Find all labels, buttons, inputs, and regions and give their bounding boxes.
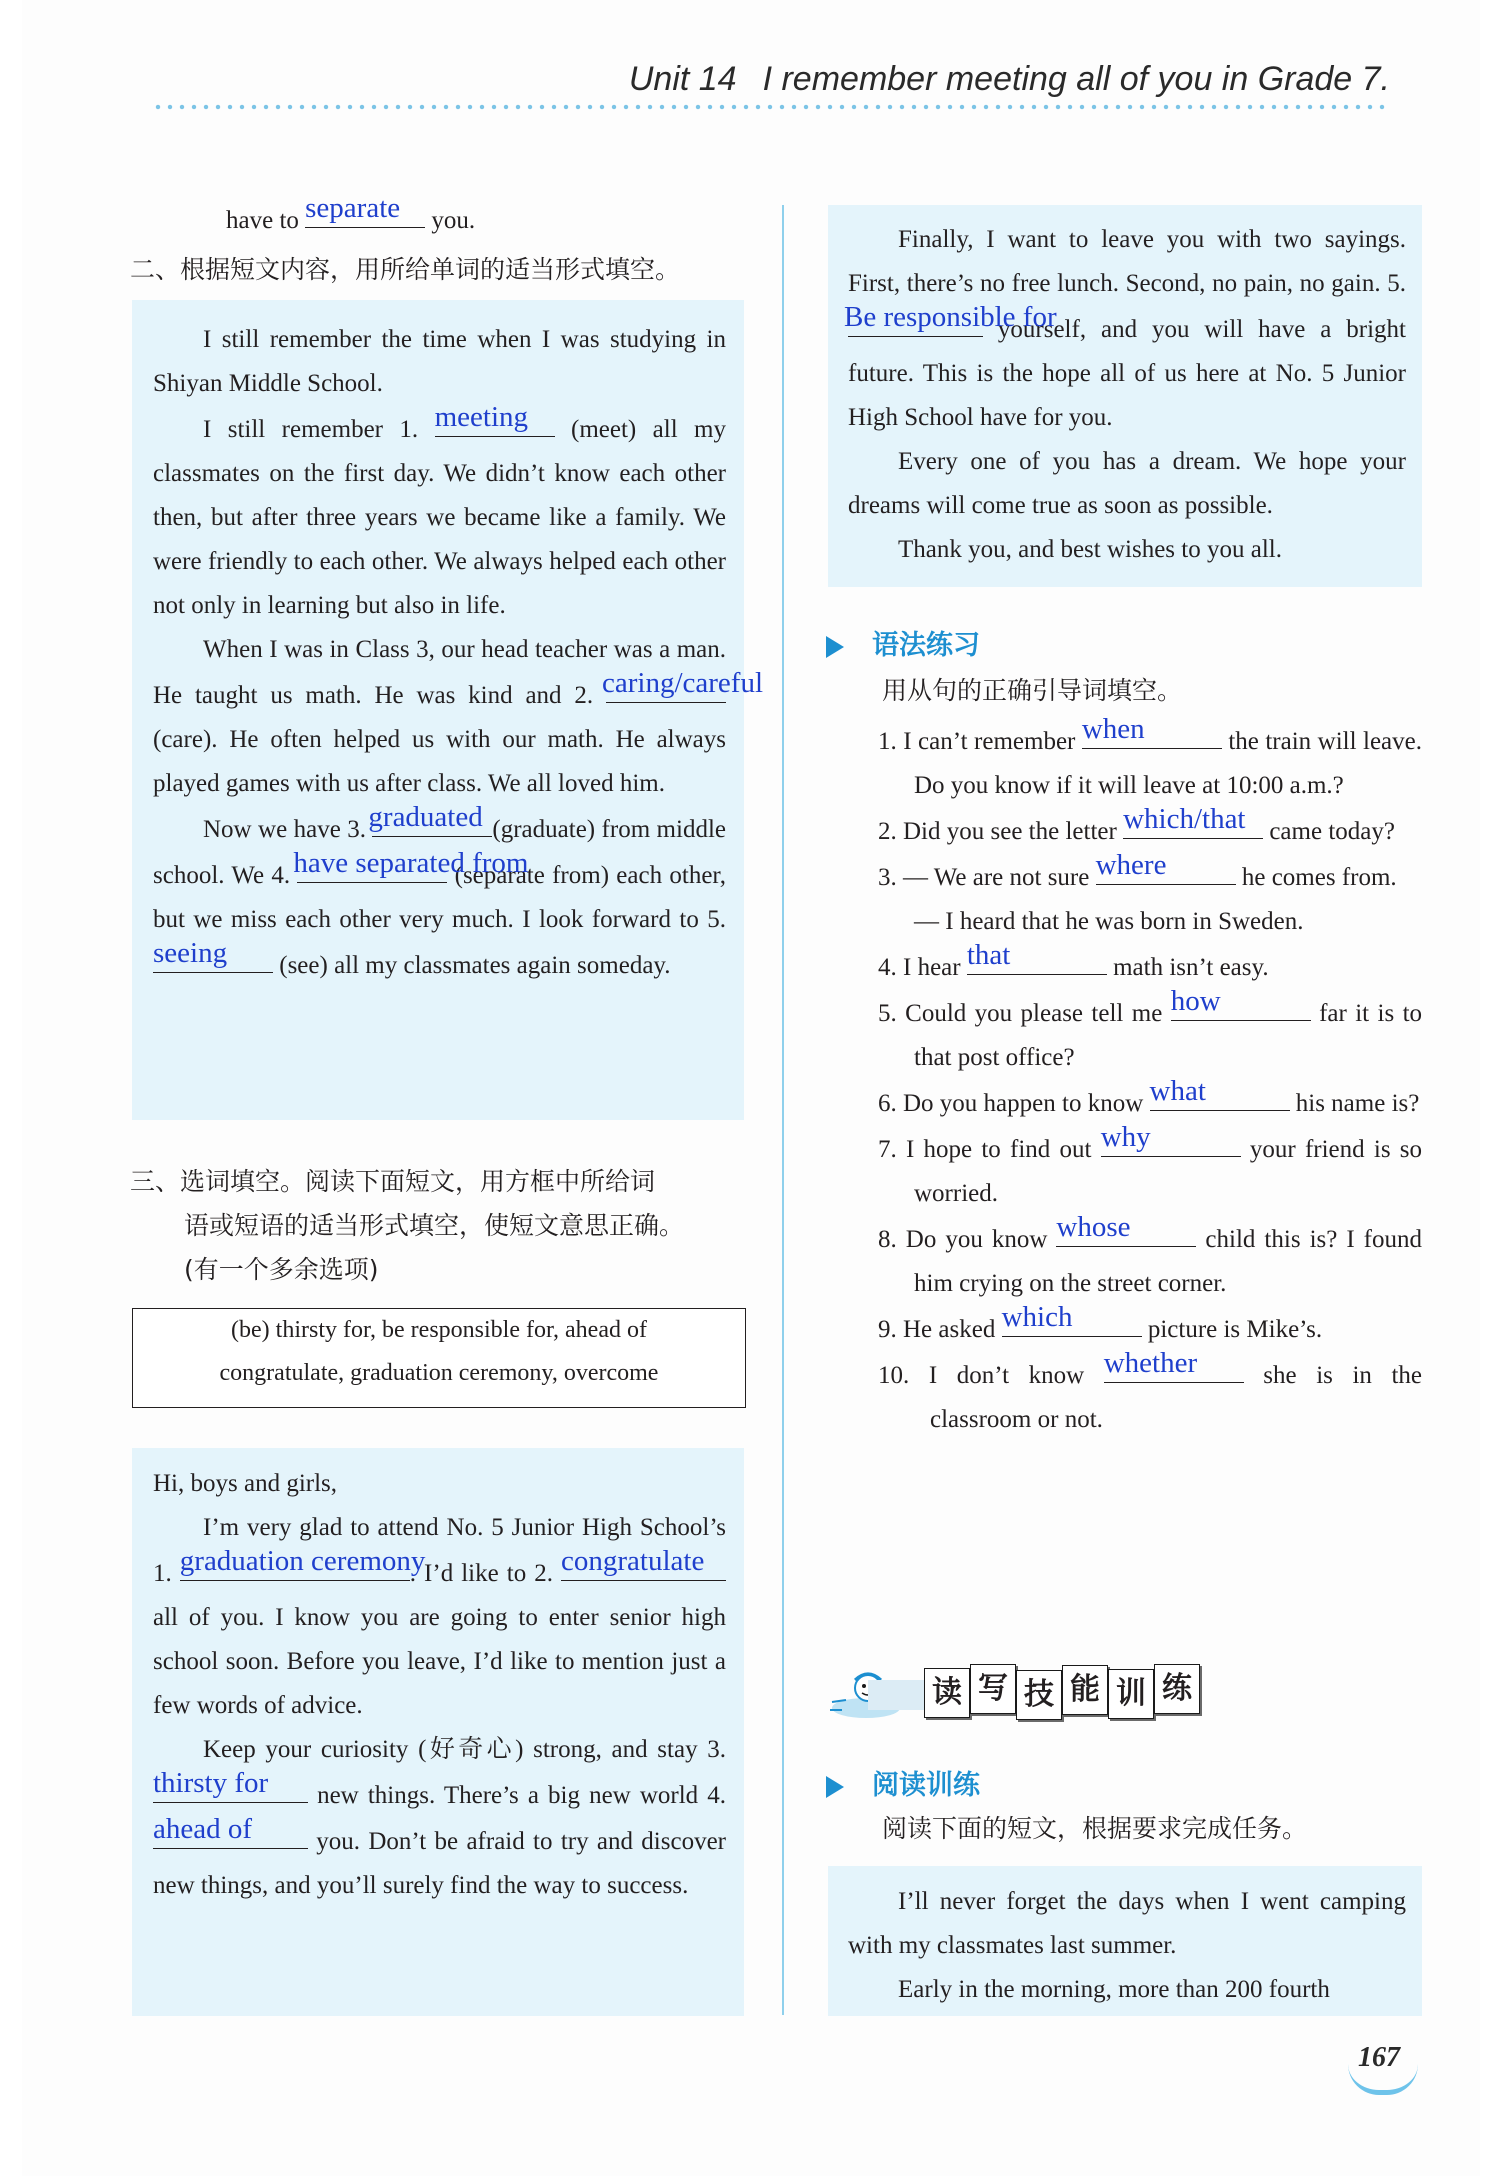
answer-blank: [1001, 1301, 1142, 1337]
text-segment: (separate from) each other, but we miss each other very much. I look forward to 5.: [153, 862, 726, 933]
text-segment: have to: [226, 207, 306, 234]
text-segment: he comes from.: [1235, 864, 1397, 891]
s3-paragraph-5: Thank you, and best wishes to you all.: [898, 536, 1282, 563]
section3-passage-left: [153, 1462, 726, 1908]
text-segment: 9.: [878, 1316, 897, 1343]
text-segment: came today?: [1263, 818, 1395, 845]
text-segment: 6.: [878, 1090, 897, 1117]
banner-char-4: 能: [1062, 1665, 1108, 1715]
text-segment: — We are not sure: [903, 864, 1096, 891]
text-segment: 3.: [878, 864, 897, 891]
text-segment: she is in the classroom or not.: [930, 1362, 1422, 1433]
s2-paragraph-3: [153, 628, 764, 806]
text-segment: 5.: [878, 1000, 897, 1027]
grammar-item-3: [878, 849, 1422, 900]
grammar-item-6: [878, 1075, 1422, 1126]
grammar-answer-2: which/that: [1123, 803, 1246, 835]
text-segment: I hear: [903, 954, 967, 981]
unit-number: Unit 14: [628, 60, 737, 98]
s2-paragraph-4: [153, 801, 726, 988]
reading-instruction: 阅读下面的短文，根据要求完成任务。: [882, 1814, 1308, 1843]
text-segment: (meet) all my classmates on the first day. We didn’t know each other then, but after three years we became like a family. We were friendly to each other. We always helped each other not only in learning but also in life.: [153, 416, 727, 619]
grammar-item-4: [878, 939, 1422, 990]
grammar-answer-9: which: [1001, 1301, 1073, 1333]
reading-heading: 阅读训练: [826, 1763, 980, 1802]
text-segment: you. Don’t be afraid to try and discover new things, and you’ll surely find the way to success.: [153, 1828, 726, 1899]
column-divider: [782, 205, 784, 2015]
text-segment: I don’t know: [928, 1362, 1104, 1389]
text-segment: When I was in Class 3, our head teacher was a man. He taught us math. He was kind and 2.: [153, 636, 726, 709]
text-segment: all of you. I know you are going to enter senior high school soon. Before you leave, I’d like to mention just a few words of advice.: [153, 1604, 726, 1719]
text-segment: I can’t remember: [903, 728, 1082, 755]
answer-blank: [1100, 1121, 1241, 1157]
banner-char-2: 写: [970, 1664, 1016, 1714]
s3-answer-3: thirsty for: [153, 1767, 269, 1799]
answer-blank: [1081, 713, 1222, 749]
s3-answer-4: ahead of: [153, 1813, 253, 1845]
word-bank-line2: congratulate, graduation ceremony, overcome: [219, 1360, 659, 1386]
section3-title-line2: 语或短语的适当形式填空，使短文意思正确。: [184, 1211, 685, 1240]
text-segment: his name is?: [1289, 1090, 1420, 1117]
section3-title-line3: (有一个多余选项): [184, 1255, 379, 1284]
blank-separate: [305, 192, 425, 228]
text-segment: Do you know: [905, 1226, 1057, 1253]
text-segment: Could you please tell me: [905, 1000, 1171, 1027]
s2-answer-3: graduated: [368, 801, 483, 833]
answer-blank: [1095, 849, 1236, 885]
unit-title: I remember meeting all of you in Grade 7.: [762, 60, 1390, 98]
text-segment: new things. There’s a big new world 4.: [308, 1782, 726, 1809]
grammar-item-7: [878, 1121, 1423, 1216]
s3-greeting: Hi, boys and girls,: [153, 1470, 338, 1497]
page-number: 167: [1358, 2042, 1400, 2073]
s3-paragraph-1: [153, 1506, 726, 1728]
triangle-bullet-icon: [826, 1776, 844, 1798]
answer-blank: [368, 801, 492, 837]
answer-blank: [153, 1767, 308, 1803]
grammar-answer-6: what: [1149, 1075, 1206, 1107]
s3-answer-5: Be responsible for: [844, 301, 1057, 333]
header-dotted-rule: [152, 104, 1390, 110]
answer-blank: [1123, 803, 1263, 839]
grammar-answer-1: when: [1081, 713, 1145, 745]
section3-passage-right: [844, 218, 1406, 572]
word-bank-line1: (be) thirsty for, be responsible for, ahead of: [231, 1317, 647, 1343]
s2-answer-5: seeing: [153, 937, 228, 969]
text-segment: 10.: [878, 1362, 910, 1389]
answer-separate: separate: [305, 192, 401, 224]
answer-blank: [1103, 1347, 1244, 1383]
banner-char-1: 读: [924, 1668, 970, 1718]
text-segment: math isn’t easy.: [1106, 954, 1269, 981]
text-segment: (see) all my classmates again someday.: [273, 952, 671, 979]
grammar-item-1: [878, 713, 1422, 808]
answer-blank: [434, 401, 555, 437]
grammar-instruction: 用从句的正确引导词填空。: [882, 676, 1183, 705]
text-segment: Do you happen to know: [903, 1090, 1150, 1117]
section2-passage: [153, 318, 764, 988]
s2-answer-4: have separated from: [293, 847, 529, 879]
text-segment: child this is? I found him crying on the street corner.: [914, 1226, 1423, 1297]
answer-blank: [844, 301, 1057, 337]
workbook-page: [22, 0, 1480, 2176]
text-segment: far it is to that post office?: [914, 1000, 1423, 1071]
text-segment: yourself, and you will have a bright future. This is the hope all of us here at No. 5 Junior High School have for you.: [848, 316, 1406, 431]
answer-blank: [1149, 1075, 1290, 1111]
grammar-heading: 语法练习: [826, 623, 980, 662]
text-segment: I still remember 1.: [203, 416, 435, 443]
text-segment: (care). He often helped us with our math. He always played games with us after class. We all loved him.: [153, 726, 726, 797]
text-segment: (graduate) from middle school. We 4.: [153, 816, 726, 889]
banner-char-5: 训: [1108, 1669, 1154, 1719]
carryover-line: [226, 192, 726, 243]
text-segment: picture is Mike’s.: [1141, 1316, 1323, 1343]
text-segment: I’m very glad to attend No. 5 Junior High School’s 1.: [153, 1514, 726, 1587]
answer-blank: [561, 1545, 726, 1581]
answer-blank: [1056, 1211, 1196, 1247]
s2-answer-1: meeting: [434, 401, 529, 433]
grammar-item-9: [878, 1301, 1422, 1352]
grammar-answer-3: where: [1095, 849, 1167, 881]
reading-paragraph-2: Early in the morning, more than 200 fourth: [898, 1976, 1330, 2003]
text-segment: I hope to find out: [905, 1136, 1101, 1163]
section3-title-line1: 三、选词填空。阅读下面短文，用方框中所给词: [130, 1167, 656, 1196]
text-segment: 2.: [878, 818, 897, 845]
text-segment: 7.: [878, 1136, 897, 1163]
s3-answer-2: congratulate: [561, 1545, 705, 1577]
answer-blank: [153, 1813, 308, 1849]
text-segment: 8.: [878, 1226, 897, 1253]
text-segment: your friend is so worried.: [914, 1136, 1423, 1207]
s2-paragraph-2: [153, 401, 727, 628]
text-segment: 4.: [878, 954, 897, 981]
text-segment: Did you see the letter: [903, 818, 1124, 845]
s3-paragraph-3: [844, 218, 1406, 440]
answer-blank: [966, 939, 1107, 975]
text-segment: Finally, I want to leave you with two sayings. First, there’s no free lunch. Second, no pain, no gain. 5.: [848, 226, 1406, 297]
text-segment: you.: [425, 207, 476, 234]
grammar-item-5: [878, 985, 1423, 1080]
answer-blank: [153, 937, 273, 973]
text-segment: the train will leave. Do you know if it will leave at 10:00 a.m.?: [914, 728, 1422, 799]
s3-answer-1: graduation ceremony: [179, 1545, 426, 1577]
grammar-item-8: [878, 1211, 1423, 1306]
reading-passage: [848, 1880, 1406, 2012]
triangle-bullet-icon: [826, 636, 844, 658]
grammar-answer-4: that: [966, 939, 1011, 971]
grammar-answer-5: how: [1170, 985, 1221, 1017]
answer-blank: [1170, 985, 1311, 1021]
answer-blank: [293, 847, 529, 883]
grammar-answer-7: why: [1100, 1121, 1151, 1153]
grammar-answer-10: whether: [1103, 1347, 1198, 1379]
grammar-item-3-reply: — I heard that he was born in Sweden.: [914, 908, 1304, 935]
text-segment: Keep your curiosity (好奇心) strong, and stay 3.: [203, 1736, 726, 1763]
grammar-item-2: [878, 803, 1422, 854]
s3-paragraph-2: [153, 1728, 726, 1908]
s2-answer-2: caring/careful: [602, 667, 764, 699]
banner-char-6: 练: [1154, 1664, 1200, 1714]
answer-blank: [179, 1545, 426, 1581]
banner-char-3: 技: [1016, 1670, 1062, 1720]
grammar-items: [878, 713, 1423, 1442]
grammar-answer-8: whose: [1056, 1211, 1131, 1243]
skills-training-banner: [828, 1662, 1192, 1724]
unit-header: [629, 60, 1390, 99]
s3-paragraph-4: Every one of you has a dream. We hope your dreams will come true as soon as possible.: [848, 448, 1406, 519]
section2-title: 二、根据短文内容，用所给单词的适当形式填空。: [130, 255, 681, 284]
text-segment: . I’d like to 2.: [409, 1560, 561, 1587]
text-segment: He asked: [903, 1316, 1002, 1343]
text-segment: Now we have 3.: [203, 816, 373, 843]
grammar-item-10: [878, 1347, 1422, 1442]
word-bank-box: [132, 1308, 746, 1408]
reading-paragraph-1: I’ll never forget the days when I went camping with my classmates last summer.: [848, 1888, 1406, 1959]
s2-paragraph-1: I still remember the time when I was studying in Shiyan Middle School.: [153, 326, 726, 397]
page-number-swoosh: [1348, 2064, 1418, 2095]
text-segment: 1.: [878, 728, 897, 755]
answer-blank: [602, 667, 764, 703]
